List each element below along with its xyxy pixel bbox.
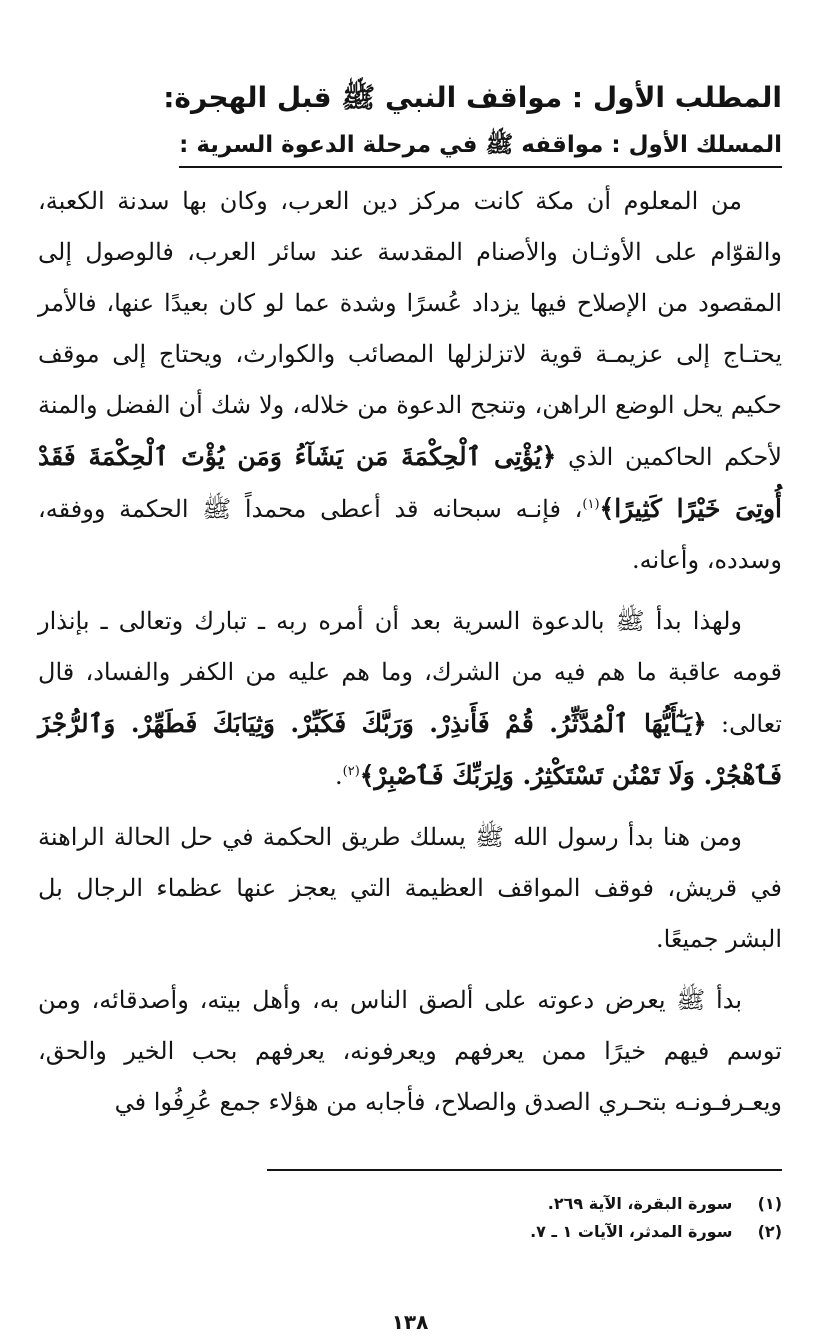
- paragraph-2-text-b: .: [334, 762, 343, 790]
- subtitle-wrapper: [38, 128, 782, 176]
- paragraph-1-text-a: من المعلوم أن مكة كانت مركز دين العرب، وكان بها سدنة الكعبة، والقوّام على الأوثـان والأصنام المقدسة عند سائر العرب، فالوصول إلى المقصود من الإصلاح فيها يزداد عُسرًا وشدة عما لو كان بعيدًا عنها، فالأمر يحتـاج إلى عزيمـة قوية لاتزلزلها المصائب والكوارث، ويحتاج إلى موقف حكيم يحل الوضع الراهن، وتنجح الدعوة من خلاله، ولا شك أن الفضل والمنة لأحكم الحاكمين الذي: [38, 187, 782, 471]
- paragraph-4: بدأ ﷺ يعرض دعوته على ألصق الناس به، وأهل بيته، وأصدقائه، ومن توسم فيهم خيرًا ممن يعرفهم ويعرفونه، يعرفهم بحب الخير والحق، ويعـرفـونـه بتحـري الصدق والصلاح، فأجابه من هؤلاء جمع عُرِفُوا في: [38, 986, 782, 1116]
- page-number: ١٣٨: [391, 1310, 429, 1334]
- footnote-1-text: سورة البقرة، الآية ٢٦٩.: [547, 1194, 733, 1213]
- quran-verse-2: ﴿يَـٰٓأَيُّهَا ٱلْمُدَّثِّرُ. قُمْ فَأَنذِرْ. وَرَبَّكَ فَكَبِّرْ. وَثِيَابَكَ فَطَهِّرْ. وَٱلرُّجْزَ فَٱهْجُرْ. وَلَا تَمْنُن تَسْتَكْثِرُ. وَلِرَبِّكَ فَٱصْبِرْ﴾: [38, 709, 782, 790]
- paragraph-1: [38, 176, 782, 586]
- footnote-2: [38, 1218, 782, 1246]
- footnotes: [38, 1190, 782, 1246]
- footnote-1-number: (١): [757, 1194, 782, 1213]
- footnote-ref-1: (١): [582, 497, 600, 512]
- footnote-1: [38, 1190, 782, 1218]
- footnote-ref-2: (٢): [342, 764, 360, 779]
- paragraph-3: ومن هنا بدأ رسول الله ﷺ يسلك طريق الحكمة في حل الحالة الراهنة في قريش، فوقف المواقف العظيمة التي يعجز عنها عظماء الرجال بل البشر جميعًا.: [38, 823, 782, 953]
- footnote-2-text: سورة المدثر، الآيات ١ ـ ٧.: [530, 1222, 733, 1241]
- paragraph-2-text-a: ولهذا بدأ ﷺ بالدعوة السرية بعد أن أمره ربه ـ تبارك وتعالى ـ بإنذار قومه عاقبة ما هم فيه من الشرك، وما هم عليه من الكفر والفساد، قال تعالى:: [38, 607, 782, 738]
- paragraph-2: [38, 596, 782, 802]
- subsection-title: المسلك الأول : مواقفه ﷺ في مرحلة الدعوة السرية :: [179, 128, 782, 168]
- footnote-2-number: (٢): [757, 1222, 782, 1241]
- quran-verse-1: ﴿يُؤْتِى ٱلْحِكْمَةَ مَن يَشَآءُ وَمَن يُؤْتَ ٱلْحِكْمَةَ فَقَدْ أُوتِىَ خَيْرًا كَثِيرًا﴾: [38, 442, 782, 523]
- paragraph-1-text-b: ، فإنـه سبحانه قد أعطى محمداً ﷺ الحكمة ووفقه، وسدده، وأعانه.: [38, 495, 782, 574]
- footnote-divider: [267, 1169, 782, 1171]
- section-title: المطلب الأول : مواقف النبي ﷺ قبل الهجرة:: [163, 81, 782, 114]
- book-page: [38, 70, 782, 1334]
